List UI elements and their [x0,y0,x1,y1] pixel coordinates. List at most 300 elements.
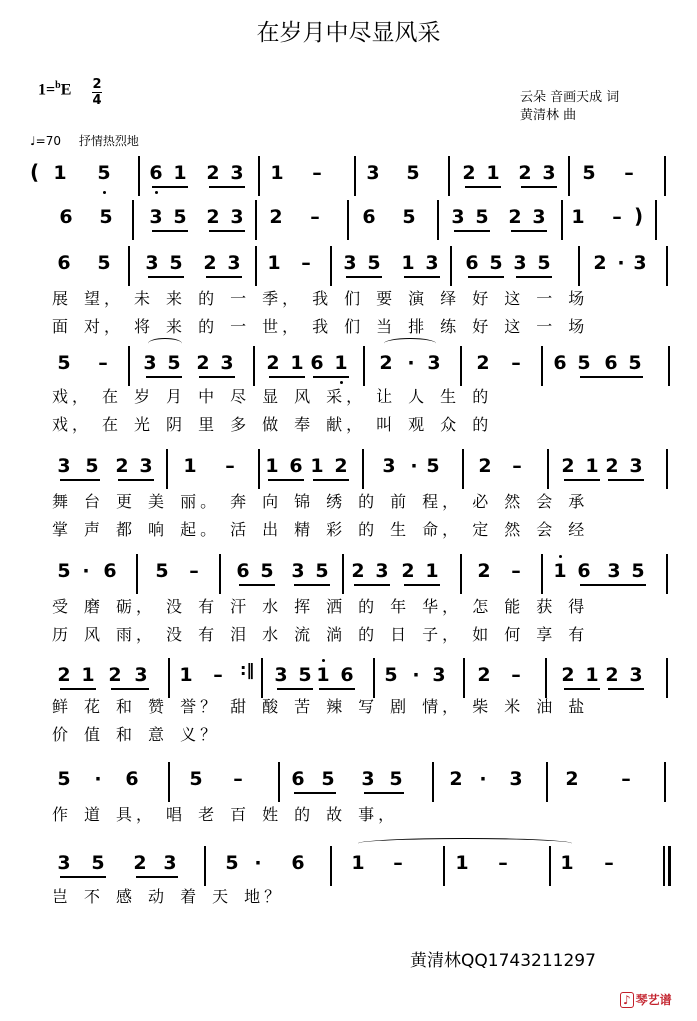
note: – [213,664,223,686]
note: 5 [167,352,181,374]
note: 6 [465,252,479,274]
lyric-word: 年 [390,597,411,616]
lyric-word: 当 [376,317,397,336]
beam [511,230,547,232]
lyric-word: 具， [116,805,157,824]
barline [128,346,130,386]
note: – [301,252,311,274]
note: 2 [269,206,283,228]
note: 3 [139,455,153,477]
barline [278,762,280,802]
lyric-word: 多 [230,415,251,434]
lyric-word: 会 [536,492,557,511]
lyric-word: 华， [422,597,463,616]
site-logo [620,991,672,1008]
lyric-line-2 [52,314,600,337]
lyric-word: 展 [52,289,73,308]
note: 3 [425,252,439,274]
lyric-word: 享 [536,625,557,644]
note: 3 [230,206,244,228]
lyric-word: 淌 [326,625,347,644]
beam [354,584,390,586]
lyric-word: 风 [294,387,315,406]
barline [342,554,344,594]
lyric-word: 日 [390,625,411,644]
lyric-word: 舞 [52,492,73,511]
final-barline [668,846,671,886]
note: 3 [227,252,241,274]
lyric-word: 来 [166,289,187,308]
barline [253,346,255,386]
lyric-word: 场 [568,289,589,308]
song-title: 在岁月中尽显风采 [256,20,441,46]
barline [168,658,170,698]
lyric-word: 姓 [262,805,283,824]
barline [255,200,257,240]
note: – [233,768,243,790]
note: 5 [173,206,187,228]
note: 5 [57,768,71,790]
note: 1 [486,162,500,184]
beam [364,792,404,794]
repeat-close-paren: ) [634,204,644,228]
lyric-word: 精 [294,520,315,539]
key-signature [38,80,71,99]
barline [132,200,134,240]
lyric-word: 价 [52,725,73,744]
note: – [189,560,199,582]
composer-credit: 黄清林 曲 [520,108,577,123]
lyric-word: 柴 [472,697,493,716]
note: 2 [518,162,532,184]
note: 3 [427,352,441,374]
beam [564,479,600,481]
lyric-word: 经 [568,520,589,539]
lyric-word: 声 [84,520,105,539]
lyric-word: 辣 [326,697,347,716]
lyric-word: 意 [148,725,169,744]
note: – [604,852,614,874]
note: 2 [477,664,491,686]
barline [460,554,462,594]
lyric-word: 水 [262,625,283,644]
beam [516,276,552,278]
beam [564,688,600,690]
lyric-word: 命， [422,520,463,539]
tie [384,338,436,349]
note: 5 [582,162,596,184]
note: 3 [513,252,527,274]
barline [166,449,168,489]
logo-icon: ♪ [620,992,634,1008]
lyric-word: 里 [198,415,219,434]
note: 5 [85,455,99,477]
lyric-word: 义？ [180,725,221,744]
note: 2 [477,560,491,582]
lyric-line-1 [52,594,600,617]
barline [463,658,465,698]
lyric-word: 动 [148,887,169,906]
note: 5 [189,768,203,790]
lyric-word: 洒 [326,597,347,616]
lyric-word: 赞 [148,697,169,716]
note: 5 [315,560,329,582]
note: 1 [183,455,197,477]
beam [313,479,349,481]
tie [358,838,572,849]
note: 2 [196,352,210,374]
lyric-word: 来 [166,317,187,336]
barline [655,200,657,240]
note: 6 [57,252,71,274]
lyric-word: 献， [326,415,367,434]
lyric-word: 对， [84,317,125,336]
key-prefix: 1= [38,81,56,99]
lyric-word: 花 [84,697,105,716]
note: 5 [298,664,312,686]
lyric-line-2 [52,722,230,745]
lyric-word: 道 [84,805,105,824]
barline [354,156,356,196]
note: 5 [628,352,642,374]
lyric-word: 然 [504,492,525,511]
lyric-word: 必 [472,492,493,511]
lyric-word: 生 [440,387,461,406]
score-system [0,250,697,320]
beam [277,688,313,690]
barline [330,846,332,886]
lyric-word: 何 [504,625,525,644]
lyric-word: 地？ [244,887,285,906]
note: 1 [265,455,279,477]
note: 1 [53,162,67,184]
note: 6 [291,768,305,790]
lyric-word: 老 [198,805,219,824]
lyric-word: 事， [358,805,399,824]
lyric-word: 阴 [166,415,187,434]
note: – [312,162,322,184]
barline [666,449,668,489]
beam [346,276,382,278]
note: 2 [133,852,147,874]
barline [663,846,665,886]
barline [255,246,257,286]
barline [437,200,439,240]
lyric-word: 尽 [230,387,251,406]
barline [136,554,138,594]
note: · [617,252,625,274]
note: 1 [455,852,469,874]
signature: 黄清林QQ1743211297 [410,951,596,971]
beam [60,876,106,878]
lyric-line-1 [52,384,504,407]
note: 1 [560,852,574,874]
note: 2 [206,206,220,228]
logo-text: 琴艺谱 [635,993,672,1007]
lyric-word: 风 [84,625,105,644]
note: 6 [291,852,305,874]
note: 1 [310,455,324,477]
time-bottom: 4 [92,93,102,108]
note: 2 [379,352,393,374]
note: 2 [478,455,492,477]
tie [148,338,182,349]
note: 1 [425,560,439,582]
lyric-word: 没 [166,625,187,644]
note: 3 [629,455,643,477]
barline [460,346,462,386]
note: 1 [334,352,348,374]
key-note: E [60,81,72,99]
note: 1 [316,664,330,686]
lyric-word: 这 [504,289,525,308]
lyric-line-1 [52,489,600,512]
note: – [511,352,521,374]
lyric-word: 然 [504,520,525,539]
note: 3 [361,768,375,790]
note: 6 [604,352,618,374]
note: 2 [593,252,607,274]
note: 3 [134,664,148,686]
note: 6 [340,664,354,686]
lyric-word: 的 [358,492,379,511]
lyric-line-2 [52,517,600,540]
barline [546,762,548,802]
note: 3 [145,252,159,274]
note: 3 [57,455,71,477]
lyric-line-1 [52,884,294,907]
note: 3 [57,852,71,874]
beam [239,584,275,586]
barline [128,246,130,286]
barline [362,449,364,489]
note: · [479,768,487,790]
lyric-word: 将 [134,317,155,336]
note: 2 [565,768,579,790]
note: 3 [532,206,546,228]
lyric-word: 得 [568,597,589,616]
note: – [621,768,631,790]
lyricist-credit: 云朵 音画天成 词 [520,90,620,105]
lyric-word: 奉 [294,415,315,434]
note: 5 [406,162,420,184]
lyric-word: 的 [198,317,219,336]
score-system [0,558,697,628]
barline [666,658,668,698]
beam [209,186,245,188]
barline [578,246,580,286]
note: 3 [230,162,244,184]
lyric-word: 写 [358,697,379,716]
note: 3 [163,852,177,874]
lyric-word: 岂 [52,887,73,906]
note: 6 [362,206,376,228]
lyric-word: 更 [116,492,137,511]
lyric-word: 的 [358,625,379,644]
note: 3 [432,664,446,686]
lyric-word: 做 [262,415,283,434]
note: 1 [290,352,304,374]
beam [206,276,242,278]
note: · [410,455,418,477]
lyric-word: 的 [358,520,379,539]
note: · [254,852,262,874]
lyric-word: 掌 [52,520,73,539]
lyric-word: 演 [408,289,429,308]
note: 2 [476,352,490,374]
lyric-word: 生 [390,520,411,539]
note: 6 [103,560,117,582]
note: 3 [366,162,380,184]
barline [541,346,543,386]
note: 3 [220,352,234,374]
barline [258,156,260,196]
note: 2 [351,560,365,582]
barline [219,554,221,594]
lyric-word: 受 [52,597,73,616]
note: 6 [125,768,139,790]
barline [443,846,445,886]
lyric-word: 不 [84,887,105,906]
lyric-word: 起。 [180,520,221,539]
note: 1 [401,252,415,274]
note: – [225,455,235,477]
lyric-word: 一 [536,317,557,336]
beam [146,376,182,378]
beam [209,230,245,232]
note: 2 [508,206,522,228]
note: 5 [155,560,169,582]
note: 1 [267,252,281,274]
lyric-line-1 [52,286,600,309]
beam [148,276,184,278]
lyric-word: 在 [102,387,123,406]
note: 2 [561,455,575,477]
lyric-word: 台 [84,492,105,511]
lyric-word: 显 [262,387,283,406]
note: · [407,352,415,374]
note: 1 [173,162,187,184]
note: 3 [509,768,523,790]
lyric-word: 能 [504,597,525,616]
lyric-word: 锦 [294,492,315,511]
barline [204,846,206,886]
lyric-word: 众 [440,415,461,434]
note: 5 [489,252,503,274]
barline [138,156,140,196]
lyric-word: 如 [472,625,493,644]
note: 5 [260,560,274,582]
lyric-word: 程， [422,492,463,511]
note: 3 [542,162,556,184]
beam [465,186,501,188]
time-top: 2 [92,77,102,92]
lyric-word: 值 [84,725,105,744]
lyric-word: 获 [536,597,557,616]
note: 2 [605,455,619,477]
note: 3 [382,455,396,477]
lyric-word: 练 [440,317,461,336]
barline [561,200,563,240]
lyric-word: 都 [116,520,137,539]
score-system [0,453,697,523]
lyric-word: 水 [262,597,283,616]
barline [462,449,464,489]
lyric-word: 酸 [262,697,283,716]
lyric-word: 百 [230,805,251,824]
lyric-word: 出 [262,520,283,539]
beam [136,876,178,878]
note: 5 [402,206,416,228]
lyric-word: 磨 [84,597,105,616]
key-flat: b [55,80,61,91]
note: 5 [631,560,645,582]
note: 1 [81,664,95,686]
note: 5 [537,252,551,274]
note: 2 [401,560,415,582]
lyric-word: 故 [326,805,347,824]
lyric-line-1 [52,694,600,717]
lyric-word: 汗 [230,597,251,616]
octave-dot-below [155,191,158,194]
lyric-word: 活 [230,520,251,539]
lyric-word: 排 [408,317,429,336]
lyric-word: 砺， [116,597,157,616]
score-system [0,766,697,836]
note: 2 [115,455,129,477]
note: 2 [334,455,348,477]
barline [330,246,332,286]
beam [454,230,490,232]
barline [373,658,375,698]
note: 2 [57,664,71,686]
note: 5 [57,560,71,582]
note: 6 [149,162,163,184]
barline [545,658,547,698]
lyric-word: 季， [262,289,303,308]
lyric-word: 挥 [294,597,315,616]
lyric-word: 向 [262,492,283,511]
beam [580,584,646,586]
note: 2 [605,664,619,686]
note: 5 [384,664,398,686]
beam [118,479,154,481]
beam [521,186,557,188]
lyric-word: 誉？ [180,697,221,716]
note: · [94,768,102,790]
beam [268,479,304,481]
lyric-word: 们 [344,317,365,336]
lyric-word: 有 [568,625,589,644]
lyric-word: 的 [198,289,219,308]
lyric-word: 没 [166,597,187,616]
time-signature [92,78,102,107]
note: 6 [236,560,250,582]
note: 5 [99,206,113,228]
beam [294,584,330,586]
note: 5 [57,352,71,374]
octave-dot-above [322,659,325,662]
lyric-word: 采， [326,387,367,406]
beam [199,376,235,378]
lyric-word: 历 [52,625,73,644]
note: – [310,206,320,228]
lyric-word: 的 [472,415,493,434]
lyric-line-2 [52,622,600,645]
lyric-word: 米 [504,697,525,716]
note: 1 [351,852,365,874]
note: 2 [266,352,280,374]
